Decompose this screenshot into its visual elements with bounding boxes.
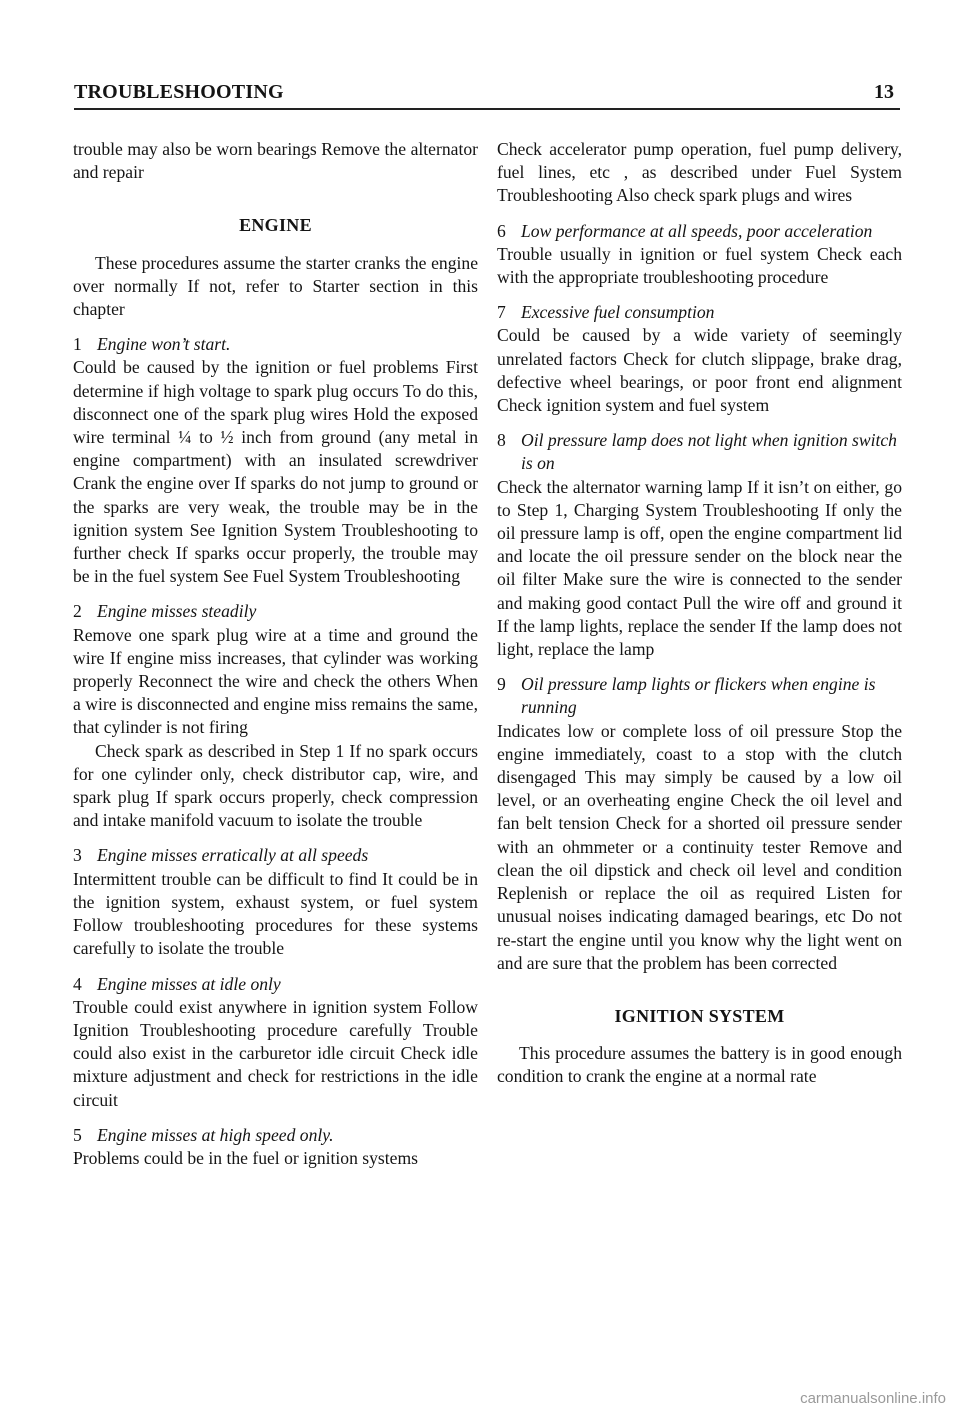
left-items bbox=[73, 333, 478, 1170]
ignition-heading: IGNITION SYSTEM bbox=[614, 1005, 785, 1026]
item-title-text: Engine misses at idle only bbox=[97, 973, 281, 994]
continuation-paragraph: Check accelerator pump operation, fuel pump delivery, fuel lines, etc , as described under Fuel System Troubleshooting Also check spark plugs and wires bbox=[497, 139, 902, 206]
item-body bbox=[73, 868, 478, 961]
header-title: TROUBLESHOOTING bbox=[74, 81, 284, 103]
item-body bbox=[73, 996, 478, 1112]
item-paragraph: Problems could be in the fuel or ignition systems bbox=[73, 1147, 418, 1168]
item-body bbox=[73, 1147, 478, 1170]
item-number: 8 bbox=[497, 430, 506, 451]
item-paragraph: Remove one spark plug wire at a time and ground the wire If engine miss increases, that cylinder was working properly Reconnect the wire and check the others When a wire is disconnected and engine miss remains the same, that cylinder is not firing bbox=[73, 624, 478, 738]
intro-paragraph: trouble may also be worn bearings Remove the alternator and repair bbox=[73, 139, 478, 183]
troubleshooting-item bbox=[73, 1124, 478, 1170]
item-number: 7 bbox=[497, 302, 506, 323]
item-number: 1 bbox=[73, 334, 82, 355]
troubleshooting-item bbox=[73, 844, 478, 960]
item-number: 6 bbox=[497, 220, 506, 241]
item-paragraph: Check spark as described in Step 1 If no spark occurs for one cylinder only, check distributor cap, wire, and spark plug If spark occurs properly, check compression and intake manifold vacuum to isolate the trouble bbox=[73, 740, 478, 831]
item-paragraph: Check the alternator warning lamp If it isn’t on either, go to Step 1, Charging System Troubleshooting If only the oil pressure lamp is off, open the engine compartment lid and locate the oil pressure sender on the block near the oil filter Make sure the wire is connected to the sender and making good contact Pull the wire off and ground it If the lamp lights, replace the sender If the lamp does not light, replace the lamp bbox=[497, 476, 902, 660]
troubleshooting-item bbox=[497, 673, 902, 975]
engine-heading: ENGINE bbox=[239, 215, 312, 236]
item-title bbox=[73, 1124, 478, 1147]
item-title bbox=[73, 600, 478, 623]
item-body bbox=[497, 324, 902, 417]
item-paragraph: Could be caused by the ignition or fuel problems First determine if high voltage to spark plug occurs To do this, disconnect one of the spark plug wires Hold the exposed wire terminal ¼ to ½ inch from ground (any metal in engine compartment) with an insulated screwdriver Crank the engine over If sparks do not jump to ground or the sparks are very weak, the trouble may be in the ignition system See Ignition System Troubleshooting to further check If sparks occur properly, the trouble may be in the fuel system See Fuel System Troubleshooting bbox=[73, 357, 478, 587]
right-items bbox=[497, 220, 902, 975]
item-title bbox=[73, 333, 478, 356]
item-title-text: Oil pressure lamp lights or flickers when engine is running bbox=[521, 674, 876, 718]
engine-intro: These procedures assume the starter cranks the engine over normally If not, refer to Starter section in this chapter bbox=[73, 252, 478, 320]
item-body bbox=[497, 720, 902, 975]
item-number: 5 bbox=[73, 1124, 82, 1145]
item-number: 4 bbox=[73, 973, 82, 994]
troubleshooting-item bbox=[73, 973, 478, 1112]
item-paragraph: Could be caused by a wide variety of seemingly unrelated factors Check for clutch slippage, brake drag, defective wheel bearings, or poor front end alignment Check ignition system and fuel system bbox=[497, 325, 902, 416]
item-title-text: Engine misses erratically at all speeds bbox=[97, 845, 369, 866]
item-body bbox=[73, 356, 478, 588]
watermark: carmanualsonline.info bbox=[800, 1390, 946, 1407]
item-body bbox=[497, 243, 902, 289]
item-title-text: Engine misses at high speed only. bbox=[97, 1124, 334, 1145]
troubleshooting-item bbox=[73, 333, 478, 588]
item-paragraph: Trouble usually in ignition or fuel system Check each with the appropriate troubleshooting procedure bbox=[497, 243, 902, 288]
right-column bbox=[497, 138, 902, 1101]
item-title bbox=[497, 301, 902, 324]
item-body bbox=[497, 476, 902, 662]
item-title bbox=[73, 844, 478, 867]
troubleshooting-item bbox=[497, 220, 902, 290]
ignition-intro: This procedure assumes the battery is in good enough condition to crank the engine at a normal rate bbox=[497, 1043, 902, 1087]
item-title-text: Engine won’t start. bbox=[97, 334, 231, 355]
item-paragraph: Intermittent trouble can be difficult to find It could be in the ignition system, exhaust system, or fuel system Follow troubleshooting procedures for these systems carefully to isolate the trouble bbox=[73, 868, 478, 959]
item-title bbox=[73, 973, 478, 996]
troubleshooting-item bbox=[73, 600, 478, 832]
item-title-text: Oil pressure lamp does not light when ignition switch is on bbox=[521, 430, 897, 474]
item-paragraph: Trouble could exist anywhere in ignition system Follow Ignition Troubleshooting procedure carefully Trouble could also exist in the carburetor idle circuit Check idle mixture adjustment and check for restrictions in the idle circuit bbox=[73, 996, 478, 1110]
item-title bbox=[497, 220, 902, 243]
item-body bbox=[73, 624, 478, 833]
item-title-text: Engine misses steadily bbox=[97, 601, 257, 622]
item-title-text: Excessive fuel consumption bbox=[521, 302, 715, 323]
item-title bbox=[497, 673, 902, 719]
item-number: 3 bbox=[73, 845, 82, 866]
troubleshooting-item bbox=[497, 429, 902, 661]
page-number: 13 bbox=[874, 81, 894, 103]
item-title bbox=[497, 429, 902, 475]
item-number: 9 bbox=[497, 674, 506, 695]
item-paragraph: Indicates low or complete loss of oil pressure Stop the engine immediately, coast to a stop with the clutch disengaged This may simply be caused by a low oil level, or an overheating engine Check the oil level and fan belt tension Check for a shorted oil pressure sender with an ohmmeter or a continuity tester Remove and clean the oil dipstick and check oil level and condition Replenish or replace the oil as required Listen for unusual noises indicating damaged bearings, etc Do not re-start the engine until you know why the light went on and are sure that the problem has been corrected bbox=[497, 720, 902, 973]
troubleshooting-item bbox=[497, 301, 902, 417]
page-header bbox=[74, 78, 900, 110]
item-title-text: Low performance at all speeds, poor acceleration bbox=[521, 220, 873, 241]
item-number: 2 bbox=[73, 601, 82, 622]
left-column bbox=[73, 138, 478, 1182]
